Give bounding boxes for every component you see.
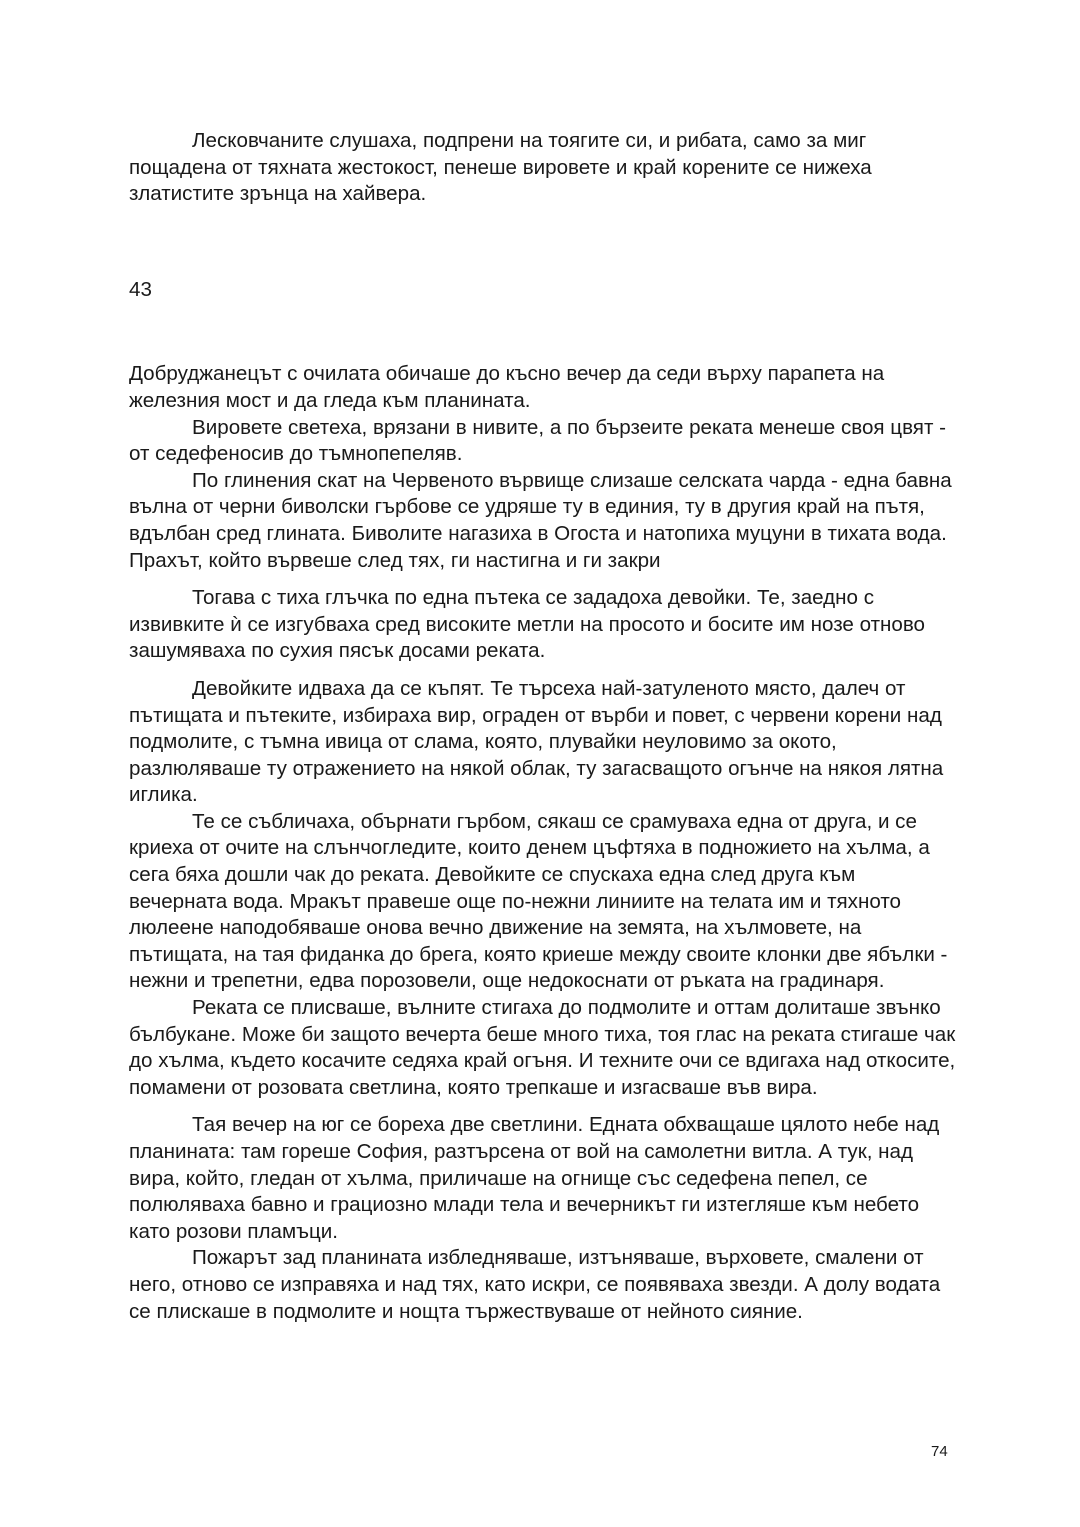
document-body — [129, 128, 959, 1325]
page-number: 74 — [931, 1443, 948, 1460]
paragraph-4: Тогава с тиха глъчка по една пътека се зададоха девойки. Те, заедно с извивките ѝ се изгубваха сред високите метли на просото и босите им нозе отново зашумяваха по сухия пясък досами реката. — [129, 586, 925, 663]
chapter-number: 43 — [129, 277, 152, 301]
paragraph-8: Тая вечер на юг се бореха две светлини. Едната обхващаше цялото небе над планината: там гореше София, разтърсена от вой на самолетни витла. А тук, над вира, който, гледан от хълма, приличаше на огнище със седефена пепел, се полюляваха бавно и грациозно млади тела и вечерникът ги изтегляше към небето като розови пламъци. — [129, 1113, 940, 1243]
paragraph-6: Те се събличаха, обърнати гърбом, сякаш се срамуваха една от друга, и се криеха от очите на слънчогледите, които денем цъфтяха в подножието на хълма, а сега бяха дошли чак до реката. Девойките се спускаха една след друга към вечерната вода. Мракът правеше още по-нежни линиите на телата им и тяхното люлеене наподобяваше онова вечно движение на земята, на хълмовете, на пътищата, на тая фиданка до брега, която криеше между своите клонки две ябълки - нежни и трепетни, едва порозовели, още недокоснати от ръката на градинаря. — [129, 809, 948, 993]
paragraph-7: Реката се плисваше, вълните стигаха до подмолите и оттам долиташе звънко бълбукане. Може би защото вечерта беше много тиха, тоя глас на реката стигаше чак до хълма, където косачите седяха край огъня. И техните очи се вдигаха над откосите, помамени от розовата светлина, която трепкаше и изгасваше във вира. — [129, 996, 956, 1099]
paragraph-3: По глинения скат на Червеното вървище слизаше селската чарда - една бавна вълна от черни биволски гърбове се удряше ту в единия, ту в другия край на пътя, вдълбан сред глината. Биволите нагазиха в Огоста и натопиха муцуни в тихата вода. Прахът, който вървеше след тях, ги настигна и ги закри — [129, 468, 952, 572]
paragraph-opening: Лесковчаните слушаха, подпрени на тоягите си, и рибата, само за миг пощадена от тяхната жестокост, пенеше вировете и край корените се нижеха златистите зрънца на хайвера. — [129, 129, 872, 206]
paragraph-9: Пожарът зад планината избледняваше, изтъняваше, върховете, смалени от него, отново се изправяха и над тях, като искри, се появяваха звезди. А долу водата се плискаше в подмолите и нощта тържествуваше от нейното сияние. — [129, 1246, 941, 1323]
paragraph-2: Вировете светеха, врязани в нивите, а по бързеите реката менеше своя цвят - от седефеносив до тъмнопепеляв. — [129, 415, 946, 466]
paragraph-1: Добруджанецът с очилата обичаше до късно вечер да седи върху парапета на железния мост и да гледа към планината. — [129, 362, 885, 412]
paragraph-5: Девойките идваха да се къпят. Те търсеха най-затуленото място, далеч от пътищата и пътеките, избираха вир, ограден от върби и повет, с червени корени над подмолите, с тъмна ивица от слама, която, плувайки неуловимо за окото, разлюляваше ту отражението на някой облак, ту загасващото огънче на някоя лятна иглика. — [129, 676, 944, 807]
